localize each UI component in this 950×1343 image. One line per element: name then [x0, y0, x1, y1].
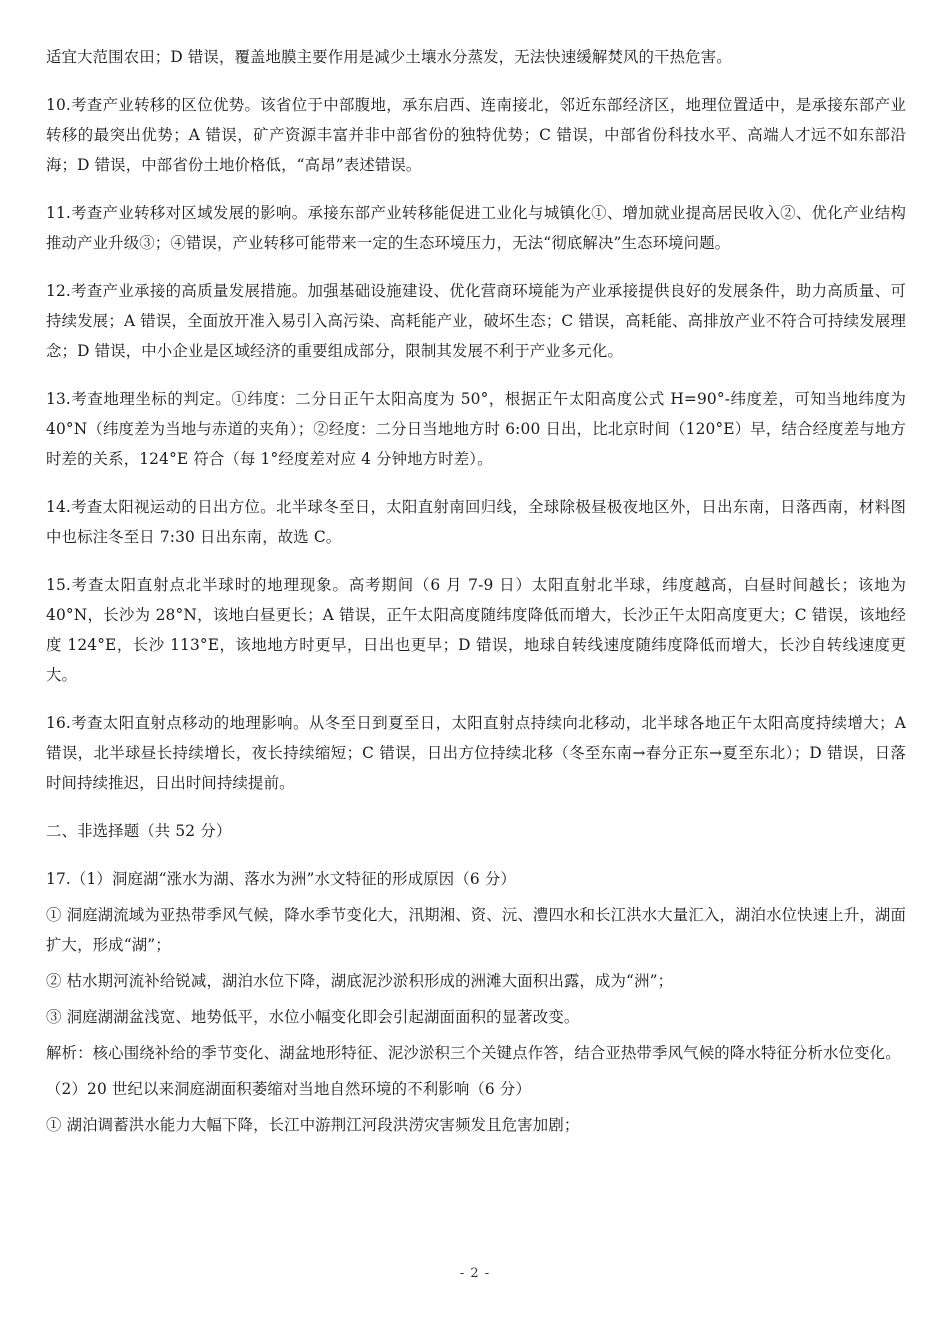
paragraph-answer-15: 15.考查太阳直射点北半球时的地理现象。高考期间（6 月 7-9 日）太阳直射北半球，纬度越高，白昼时间越长；该地为 40°N，长沙为 28°N，该地白昼更长；A 错误，正午太阳高度随纬度降低而增大，长沙正午太阳高度更大；C 错误，该地经度 124°E，长沙 113°E，该地地方时更早，日出也更早；D 错误，地球自转线速度随纬度降低而增大，长沙自转线速度更大。: [46, 576, 906, 684]
paragraph-answer-16: 16.考查太阳直射点移动的地理影响。从冬至日到夏至日，太阳直射点持续向北移动，北半球各地正午太阳高度持续增大；A 错误，北半球昼长持续增长，夜长持续缩短；C 错误，日出方位持续北移（冬至东南→春分正东→夏至东北）；D 错误，日落时间持续推迟，日出时间持续提前。: [46, 714, 906, 792]
paragraph-answer-10: 10.考查产业转移的区位优势。该省位于中部腹地，承东启西、连南接北，邻近东部经济区，地理位置适中，是承接东部产业转移的最突出优势；A 错误，矿产资源丰富并非中部省份的独特优势；C 错误，中部省份科技水平、高端人才远不如东部沿海；D 错误，中部省份土地价格低，“高昂”表述错误。: [46, 96, 906, 174]
paragraph-answer-14: 14.考查太阳视运动的日出方位。北半球冬至日，太阳直射南回归线，全球除极昼极夜地区外，日出东南，日落西南，材料图中也标注冬至日 7:30 日出东南，故选 C。: [46, 498, 906, 546]
question-17-part-1-heading: 17.（1）洞庭湖“涨水为湖、落水为洲”水文特征的形成原因（6 分）: [46, 870, 516, 888]
section-heading: 二、非选择题（共 52 分）: [46, 822, 232, 840]
answer-17-1-point-1: ① 洞庭湖流域为亚热带季风气候，降水季节变化大，汛期湘、资、沅、澧四水和长江洪水大量汇入，湖泊水位快速上升，湖面扩大，形成“湖”；: [46, 906, 906, 954]
document-body: [46, 42, 906, 1146]
answer-17-1-point-2: ② 枯水期河流补给锐减，湖泊水位下降，湖底泥沙淤积形成的洲滩大面积出露，成为“洲”；: [46, 972, 674, 990]
paragraph-answer-13: 13.考查地理坐标的判定。①纬度：二分日正午太阳高度为 50°，根据正午太阳高度公式 H=90°-纬度差，可知当地纬度为 40°N（纬度差为当地与赤道的夹角）；②经度：二分日当地地方时 6:00 日出，比北京时间（120°E）早，结合经度差与地方时差的关系，124°E 符合（每 1°经度差对应 4 分钟地方时差）。: [46, 390, 906, 468]
paragraph-9-end: 适宜大范围农田；D 错误，覆盖地膜主要作用是减少土壤水分蒸发，无法快速缓解焚风的干热危害。: [46, 48, 732, 66]
question-17-part-2-heading: （2）20 世纪以来洞庭湖面积萎缩对当地自然环境的不利影响（6 分）: [46, 1080, 531, 1098]
paragraph-answer-11: 11.考查产业转移对区域发展的影响。承接东部产业转移能促进工业化与城镇化①、增加就业提高居民收入②、优化产业结构推动产业升级③；④错误，产业转移可能带来一定的生态环境压力，无法“彻底解决”生态环境问题。: [46, 204, 906, 252]
answer-17-1-point-3: ③ 洞庭湖湖盆浅宽、地势低平，水位小幅变化即会引起湖面面积的显著改变。: [46, 1008, 580, 1026]
page-number: - 2 -: [459, 1266, 491, 1281]
answer-17-1-analysis: 解析：核心围绕补给的季节变化、湖盆地形特征、泥沙淤积三个关键点作答，结合亚热带季风气候的降水特征分析水位变化。: [46, 1044, 901, 1062]
paragraph-answer-12: 12.考查产业承接的高质量发展措施。加强基础设施建设、优化营商环境能为产业承接提供良好的发展条件，助力高质量、可持续发展；A 错误，全面放开准入易引入高污染、高耗能产业，破坏生态；C 错误，高耗能、高排放产业不符合可持续发展理念；D 错误，中小企业是区域经济的重要组成部分，限制其发展不利于产业多元化。: [46, 282, 906, 360]
answer-17-2-point-1: ① 湖泊调蓄洪水能力大幅下降，长江中游荆江河段洪涝灾害频发且危害加剧；: [46, 1116, 580, 1134]
